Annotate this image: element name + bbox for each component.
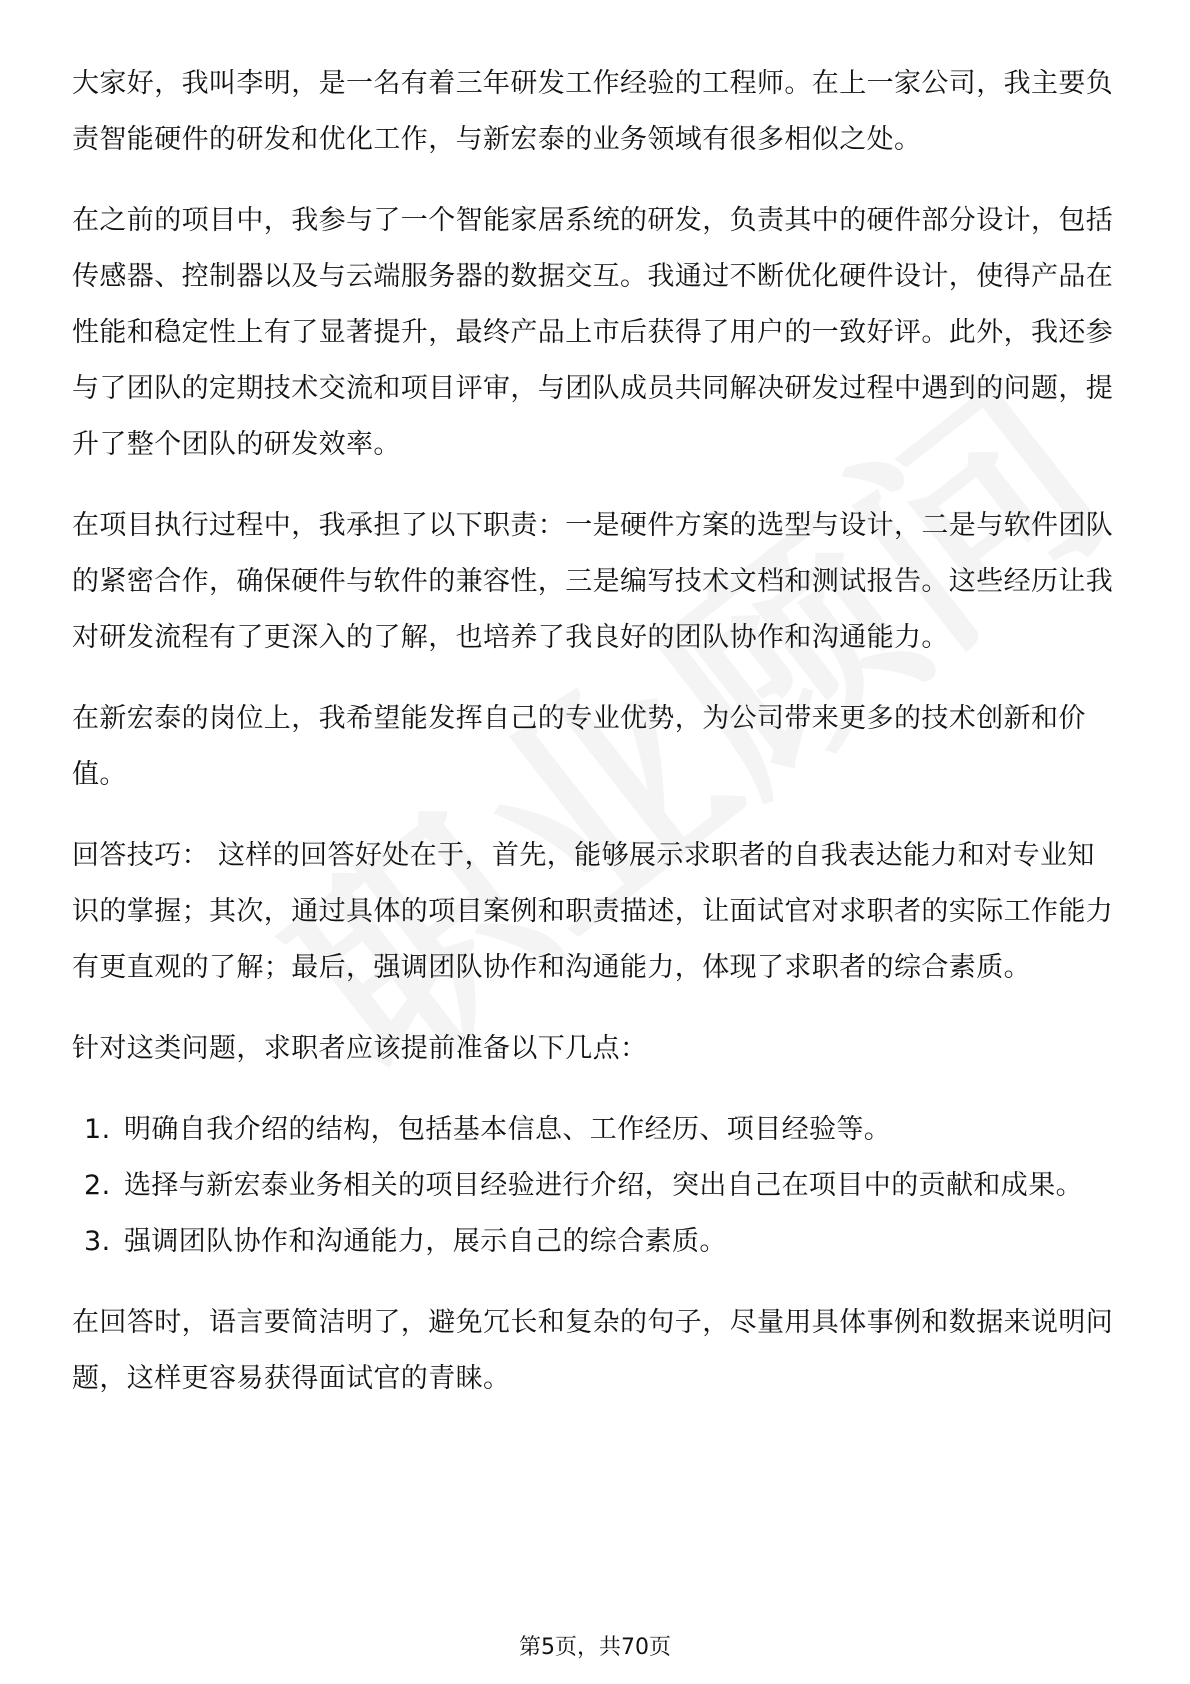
paragraph-closing: 在回答时，语言要简洁明了，避免冗长和复杂的句子，尽量用具体事例和数据来说明问题，这样更容易获得面试官的青睐。 [72,1307,1114,1394]
list-item [72,1102,1122,1158]
list-number: 2. [84,1170,111,1201]
paragraph-duties: 在项目执行过程中，我承担了以下职责：一是硬件方案的选型与设计，二是与软件团队的紧密合作，确保硬件与软件的兼容性，三是编写技术文档和测试报告。这些经历让我对研发流程有了更深入的了解，也培养了我良好的团队协作和沟通能力。 [72,510,1114,653]
list-item [72,1214,1122,1270]
paragraph-prepare: 针对这类问题，求职者应该提前准备以下几点： [72,1033,648,1064]
list-number: 1. [84,1114,111,1145]
list-item [72,1158,1122,1214]
list-item-text: 强调团队协作和沟通能力，展示自己的综合素质。 [124,1226,727,1257]
list-number: 3. [84,1226,111,1257]
paragraph-project: 在之前的项目中，我参与了一个智能家居系统的研发，负责其中的硬件部分设计，包括传感器、控制器以及与云端服务器的数据交互。我通过不断优化硬件设计，使得产品在性能和稳定性上有了显著提升，最终产品上市后获得了用户的一致好评。此外，我还参与了团队的定期技术交流和项目评审，与团队成员共同解决研发过程中遇到的问题，提升了整个团队的研发效率。 [72,205,1114,460]
paragraph-goal: 在新宏泰的岗位上，我希望能发挥自己的专业优势，为公司带来更多的技术创新和价值。 [72,703,1086,790]
preparation-list [72,1102,1122,1270]
page-content [72,56,1122,1432]
list-item-text: 明确自我介绍的结构，包括基本信息、工作经历、项目经验等。 [124,1114,892,1145]
paragraph-tips: 回答技巧： 这样的回答好处在于，首先，能够展示求职者的自我表达能力和对专业知识的掌握；其次，通过具体的项目案例和职责描述，让面试官对求职者的实际工作能力有更直观的了解；最后，强调团队协作和沟通能力，体现了求职者的综合素质。 [72,840,1114,983]
list-item-text: 选择与新宏泰业务相关的项目经验进行介绍，突出自己在项目中的贡献和成果。 [124,1170,1083,1201]
paragraph-intro: 大家好，我叫李明，是一名有着三年研发工作经验的工程师。在上一家公司，我主要负责智能硬件的研发和优化工作，与新宏泰的业务领域有很多相似之处。 [72,68,1114,155]
page-number: 第5页，共70页 [519,1635,671,1660]
